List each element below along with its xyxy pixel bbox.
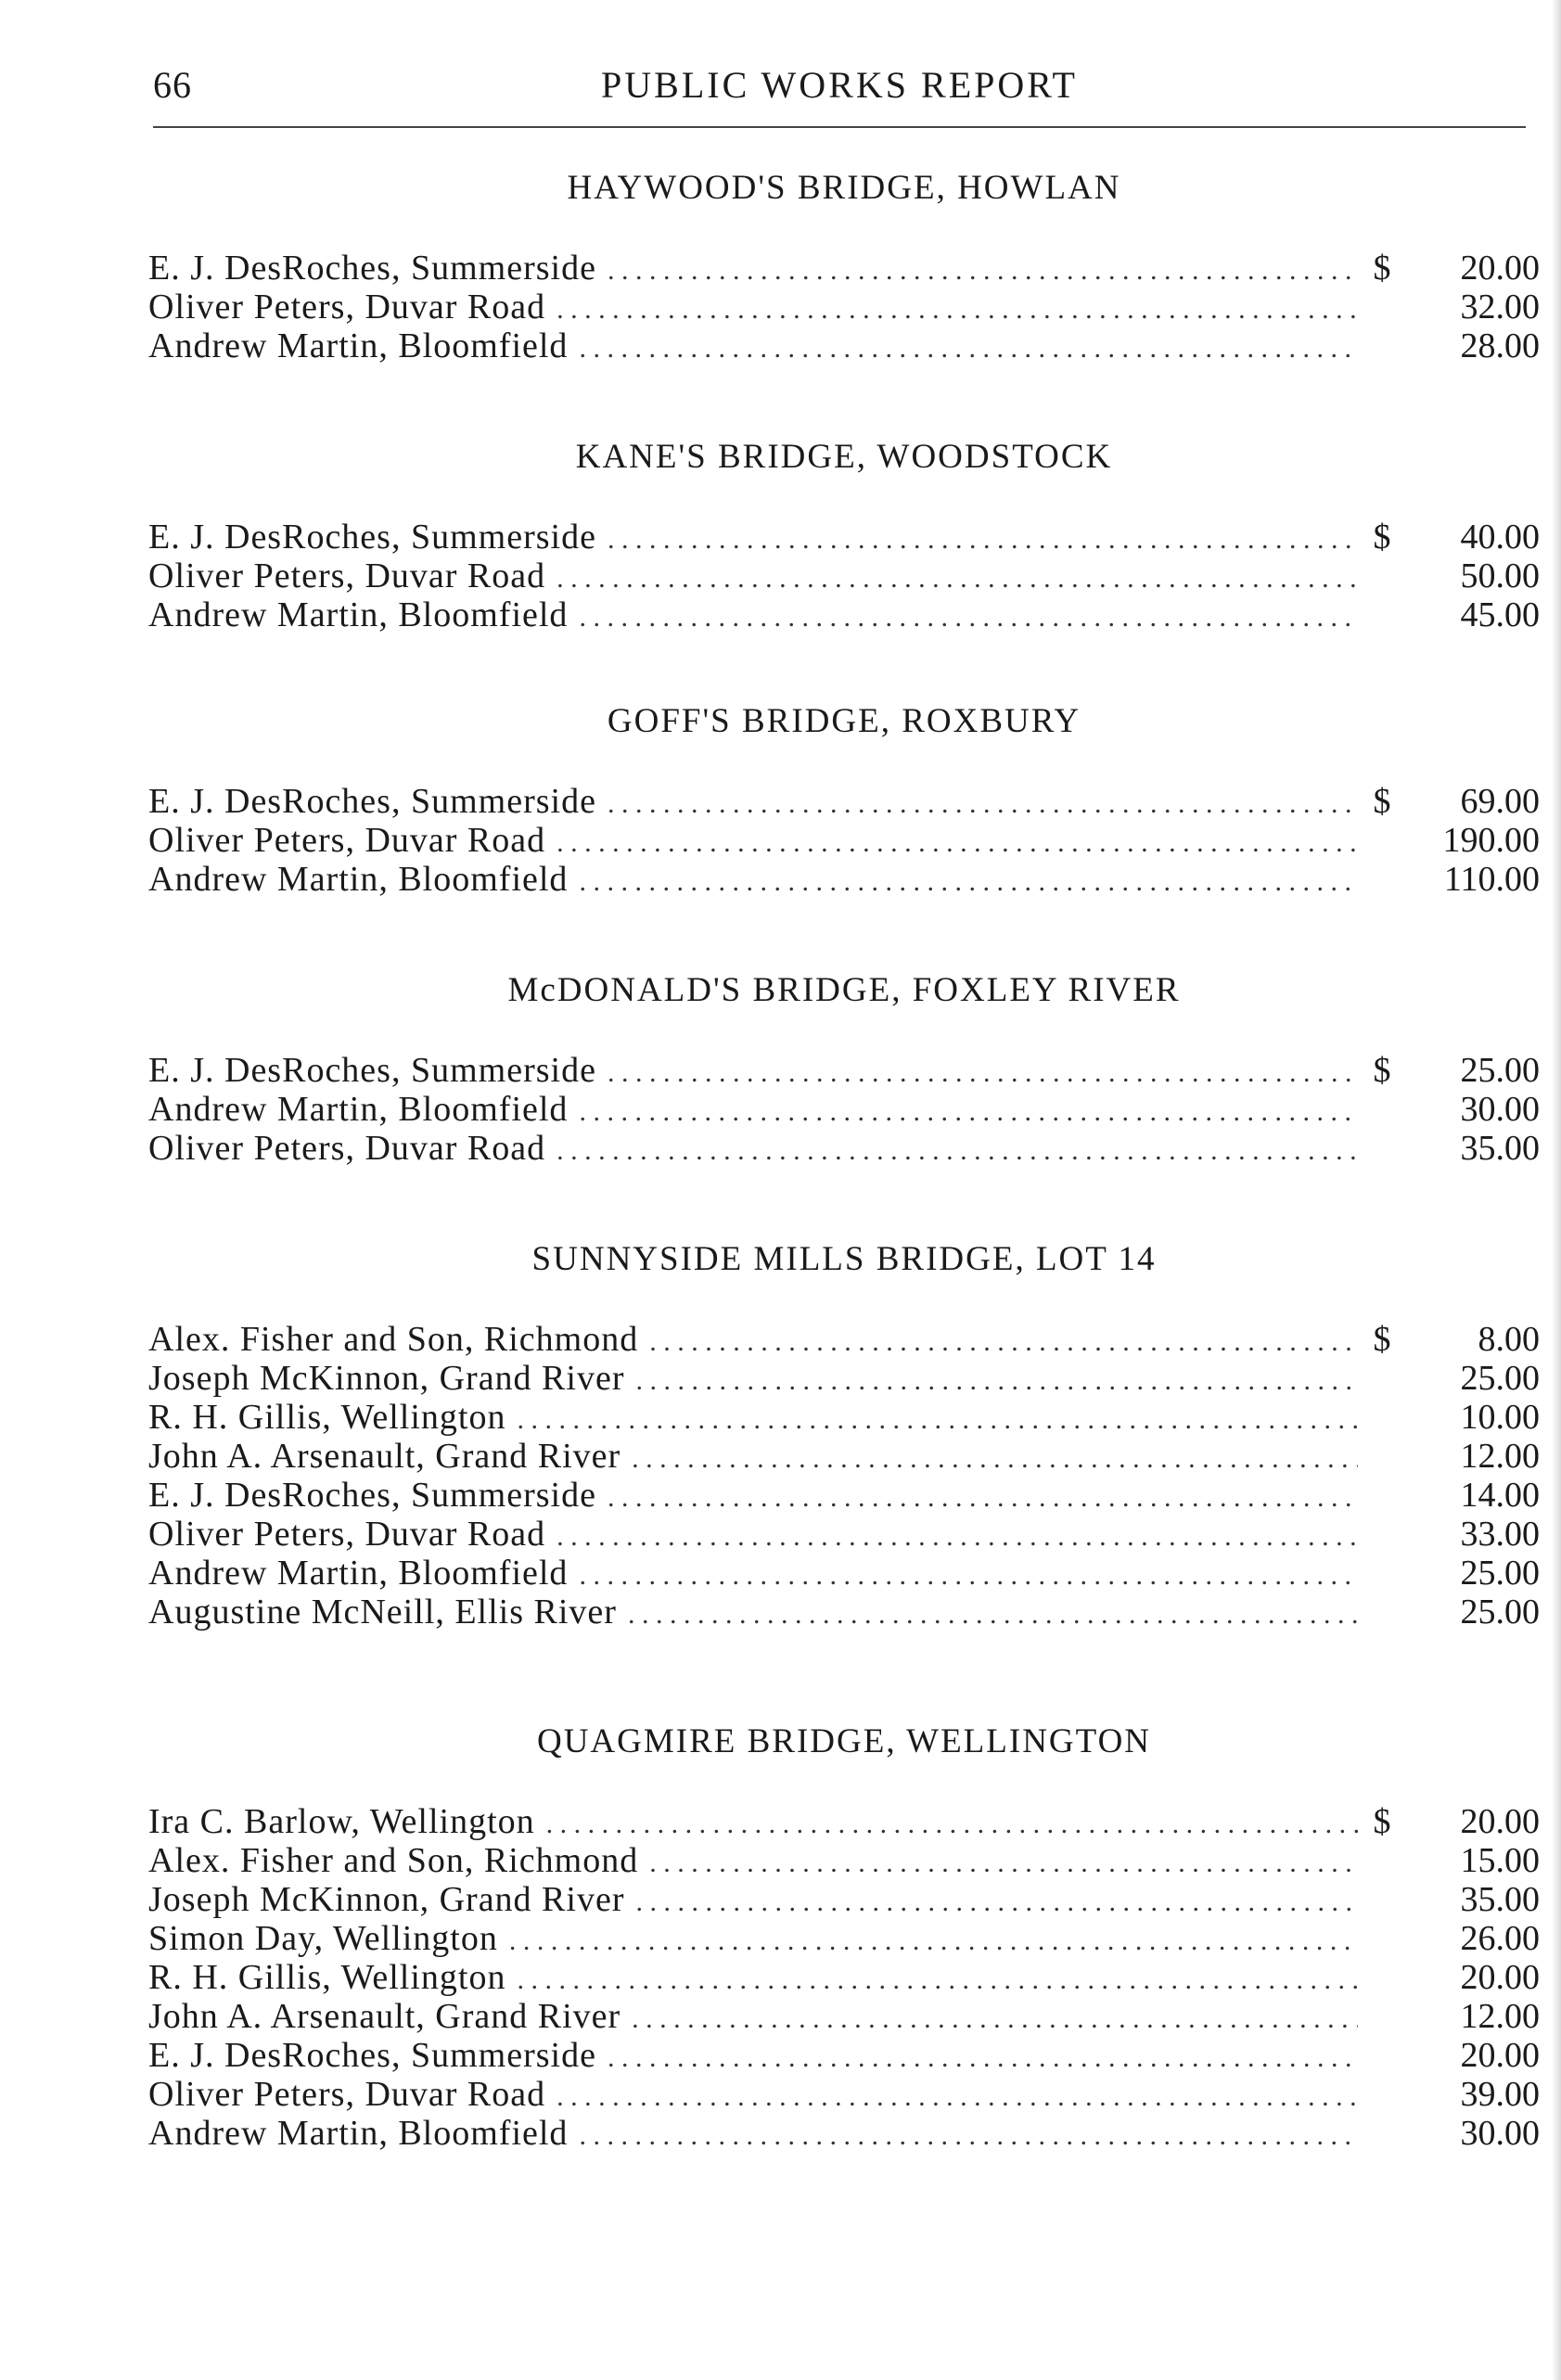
dot-leader xyxy=(557,1132,1358,1171)
dot-leader xyxy=(579,2117,1358,2156)
payment-row xyxy=(148,1320,1540,1359)
payment-amount: 15.00 xyxy=(1460,1841,1540,1880)
section-title: McDONALD'S BRIDGE, FOXLEY RIVER xyxy=(507,971,1181,1009)
payment-list xyxy=(148,1802,1540,2153)
currency-symbol: $ xyxy=(1373,1051,1391,1090)
payment-amount: 33.00 xyxy=(1460,1515,1540,1554)
payee-name: Andrew Martin, Bloomfield xyxy=(148,1554,569,1593)
dot-leader xyxy=(608,251,1358,290)
payee-name: Oliver Peters, Duvar Road xyxy=(148,821,546,860)
payment-list xyxy=(148,249,1540,365)
payment-row xyxy=(148,1554,1540,1593)
payment-amount: 40.00 xyxy=(1460,518,1540,557)
payment-amount: 30.00 xyxy=(1460,1090,1540,1129)
payment-row xyxy=(148,860,1540,899)
dot-leader xyxy=(557,290,1358,329)
payment-row xyxy=(148,2114,1540,2153)
dot-leader xyxy=(649,1844,1358,1883)
dot-leader xyxy=(635,1362,1358,1401)
payee-name: Oliver Peters, Duvar Road xyxy=(148,1515,546,1554)
payment-row xyxy=(148,1880,1540,1919)
payee-name: Joseph McKinnon, Grand River xyxy=(148,1880,625,1919)
payment-amount: 28.00 xyxy=(1460,326,1540,365)
payment-row xyxy=(148,288,1540,326)
dot-leader xyxy=(608,785,1358,824)
payment-row xyxy=(148,1398,1540,1437)
payment-row xyxy=(148,326,1540,365)
payee-name: Oliver Peters, Duvar Road xyxy=(148,1129,546,1168)
payment-list xyxy=(148,518,1540,634)
payment-row xyxy=(148,782,1540,821)
payment-amount: 35.00 xyxy=(1460,1129,1540,1168)
payee-name: E. J. DesRoches, Summerside xyxy=(148,518,596,557)
payment-row xyxy=(148,821,1540,860)
payment-list xyxy=(148,1051,1540,1168)
page-header xyxy=(153,63,1526,119)
payee-name: E. J. DesRoches, Summerside xyxy=(148,2036,596,2075)
payee-name: Alex. Fisher and Son, Richmond xyxy=(148,1320,639,1359)
payment-amount: 20.00 xyxy=(1460,1958,1540,1997)
payment-row xyxy=(148,557,1540,595)
payment-row xyxy=(148,1359,1540,1398)
payment-row xyxy=(148,1958,1540,1997)
payee-name: John A. Arsenault, Grand River xyxy=(148,1437,621,1476)
currency-symbol: $ xyxy=(1373,1320,1391,1359)
payee-name: John A. Arsenault, Grand River xyxy=(148,1997,621,2036)
bridge-section xyxy=(148,969,1540,1168)
payee-name: Augustine McNeill, Ellis River xyxy=(148,1593,617,1631)
bridge-section xyxy=(148,700,1540,899)
payment-row xyxy=(148,2075,1540,2114)
payee-name: Andrew Martin, Bloomfield xyxy=(148,326,569,365)
payment-row xyxy=(148,1997,1540,2036)
currency-symbol: $ xyxy=(1373,518,1391,557)
payment-row xyxy=(148,595,1540,634)
dot-leader xyxy=(557,1517,1358,1556)
bridge-section xyxy=(148,436,1540,634)
payment-amount: 20.00 xyxy=(1460,249,1540,288)
payee-name: Andrew Martin, Bloomfield xyxy=(148,595,569,634)
dot-leader xyxy=(608,520,1358,559)
payment-row xyxy=(148,1919,1540,1958)
dot-leader xyxy=(579,1556,1358,1595)
payee-name: Oliver Peters, Duvar Road xyxy=(148,2075,546,2114)
payee-name: Andrew Martin, Bloomfield xyxy=(148,1090,569,1129)
payment-amount: 39.00 xyxy=(1460,2075,1540,2114)
dot-leader xyxy=(635,1883,1358,1922)
payment-amount: 45.00 xyxy=(1460,595,1540,634)
section-title: KANE'S BRIDGE, WOODSTOCK xyxy=(575,438,1113,476)
payment-amount: 190.00 xyxy=(1442,821,1540,860)
section-title: GOFF'S BRIDGE, ROXBURY xyxy=(607,702,1081,740)
payment-amount: 50.00 xyxy=(1460,557,1540,595)
payment-row xyxy=(148,249,1540,288)
payment-amount: 30.00 xyxy=(1460,2114,1540,2153)
page-edge xyxy=(1552,0,1561,2380)
dot-leader xyxy=(632,2000,1358,2039)
payment-row xyxy=(148,2036,1540,2075)
payee-name: E. J. DesRoches, Summerside xyxy=(148,1476,596,1515)
dot-leader xyxy=(557,824,1358,863)
payment-amount: 32.00 xyxy=(1460,288,1540,326)
currency-symbol: $ xyxy=(1373,1802,1391,1841)
payment-row xyxy=(148,1593,1540,1631)
payment-amount: 25.00 xyxy=(1460,1554,1540,1593)
dot-leader xyxy=(608,1478,1358,1517)
section-title: HAYWOOD'S BRIDGE, HOWLAN xyxy=(567,169,1121,207)
payee-name: Oliver Peters, Duvar Road xyxy=(148,557,546,595)
payment-amount: 20.00 xyxy=(1460,1802,1540,1841)
section-title: QUAGMIRE BRIDGE, WELLINGTON xyxy=(536,1722,1152,1760)
dot-leader xyxy=(608,2039,1358,2078)
payment-amount: 110.00 xyxy=(1443,860,1540,899)
section-title: SUNNYSIDE MILLS BRIDGE, LOT 14 xyxy=(531,1240,1157,1278)
dot-leader xyxy=(649,1323,1358,1362)
payee-name: Simon Day, Wellington xyxy=(148,1919,498,1958)
payee-name: Andrew Martin, Bloomfield xyxy=(148,2114,569,2153)
bridge-section xyxy=(148,1721,1540,2153)
payment-amount: 14.00 xyxy=(1460,1476,1540,1515)
dot-leader xyxy=(517,1401,1358,1440)
dot-leader xyxy=(517,1961,1358,2000)
payment-amount: 69.00 xyxy=(1460,782,1540,821)
page-number: 66 xyxy=(153,64,192,106)
payment-amount: 12.00 xyxy=(1460,1437,1540,1476)
payment-row xyxy=(148,1437,1540,1476)
payee-name: E. J. DesRoches, Summerside xyxy=(148,1051,596,1090)
bridge-section xyxy=(148,167,1540,365)
dot-leader xyxy=(557,559,1358,598)
payment-row xyxy=(148,1841,1540,1880)
dot-leader xyxy=(557,2078,1358,2117)
dot-leader xyxy=(632,1440,1358,1478)
payment-amount: 26.00 xyxy=(1460,1919,1540,1958)
payment-list xyxy=(148,1320,1540,1631)
currency-symbol: $ xyxy=(1373,249,1391,288)
dot-leader xyxy=(579,598,1358,637)
currency-symbol: $ xyxy=(1373,782,1391,821)
payment-row xyxy=(148,1090,1540,1129)
payment-amount: 12.00 xyxy=(1460,1997,1540,2036)
payment-amount: 8.00 xyxy=(1478,1320,1540,1359)
payment-amount: 10.00 xyxy=(1460,1398,1540,1437)
payee-name: R. H. Gillis, Wellington xyxy=(148,1958,506,1997)
payment-list xyxy=(148,782,1540,899)
payment-amount: 25.00 xyxy=(1460,1051,1540,1090)
payee-name: Alex. Fisher and Son, Richmond xyxy=(148,1841,639,1880)
payee-name: E. J. DesRoches, Summerside xyxy=(148,782,596,821)
dot-leader xyxy=(509,1922,1358,1961)
running-title: PUBLIC WORKS REPORT xyxy=(601,64,1078,106)
payee-name: E. J. DesRoches, Summerside xyxy=(148,249,596,288)
payment-row xyxy=(148,518,1540,557)
dot-leader xyxy=(579,1093,1358,1132)
payment-row xyxy=(148,1802,1540,1841)
payment-row xyxy=(148,1129,1540,1168)
dot-leader xyxy=(579,329,1358,368)
payment-amount: 35.00 xyxy=(1460,1880,1540,1919)
dot-leader xyxy=(546,1805,1358,1844)
payment-row xyxy=(148,1515,1540,1554)
dot-leader xyxy=(608,1054,1358,1093)
payment-amount: 20.00 xyxy=(1460,2036,1540,2075)
bridge-section xyxy=(148,1238,1540,1631)
payment-row xyxy=(148,1051,1540,1090)
header-rule xyxy=(153,126,1526,128)
payment-row xyxy=(148,1476,1540,1515)
payee-name: Joseph McKinnon, Grand River xyxy=(148,1359,625,1398)
payment-amount: 25.00 xyxy=(1460,1593,1540,1631)
payment-amount: 25.00 xyxy=(1460,1359,1540,1398)
payee-name: Ira C. Barlow, Wellington xyxy=(148,1802,535,1841)
dot-leader xyxy=(579,863,1358,902)
payee-name: Andrew Martin, Bloomfield xyxy=(148,860,569,899)
payee-name: R. H. Gillis, Wellington xyxy=(148,1398,506,1437)
payee-name: Oliver Peters, Duvar Road xyxy=(148,288,546,326)
dot-leader xyxy=(628,1595,1358,1634)
